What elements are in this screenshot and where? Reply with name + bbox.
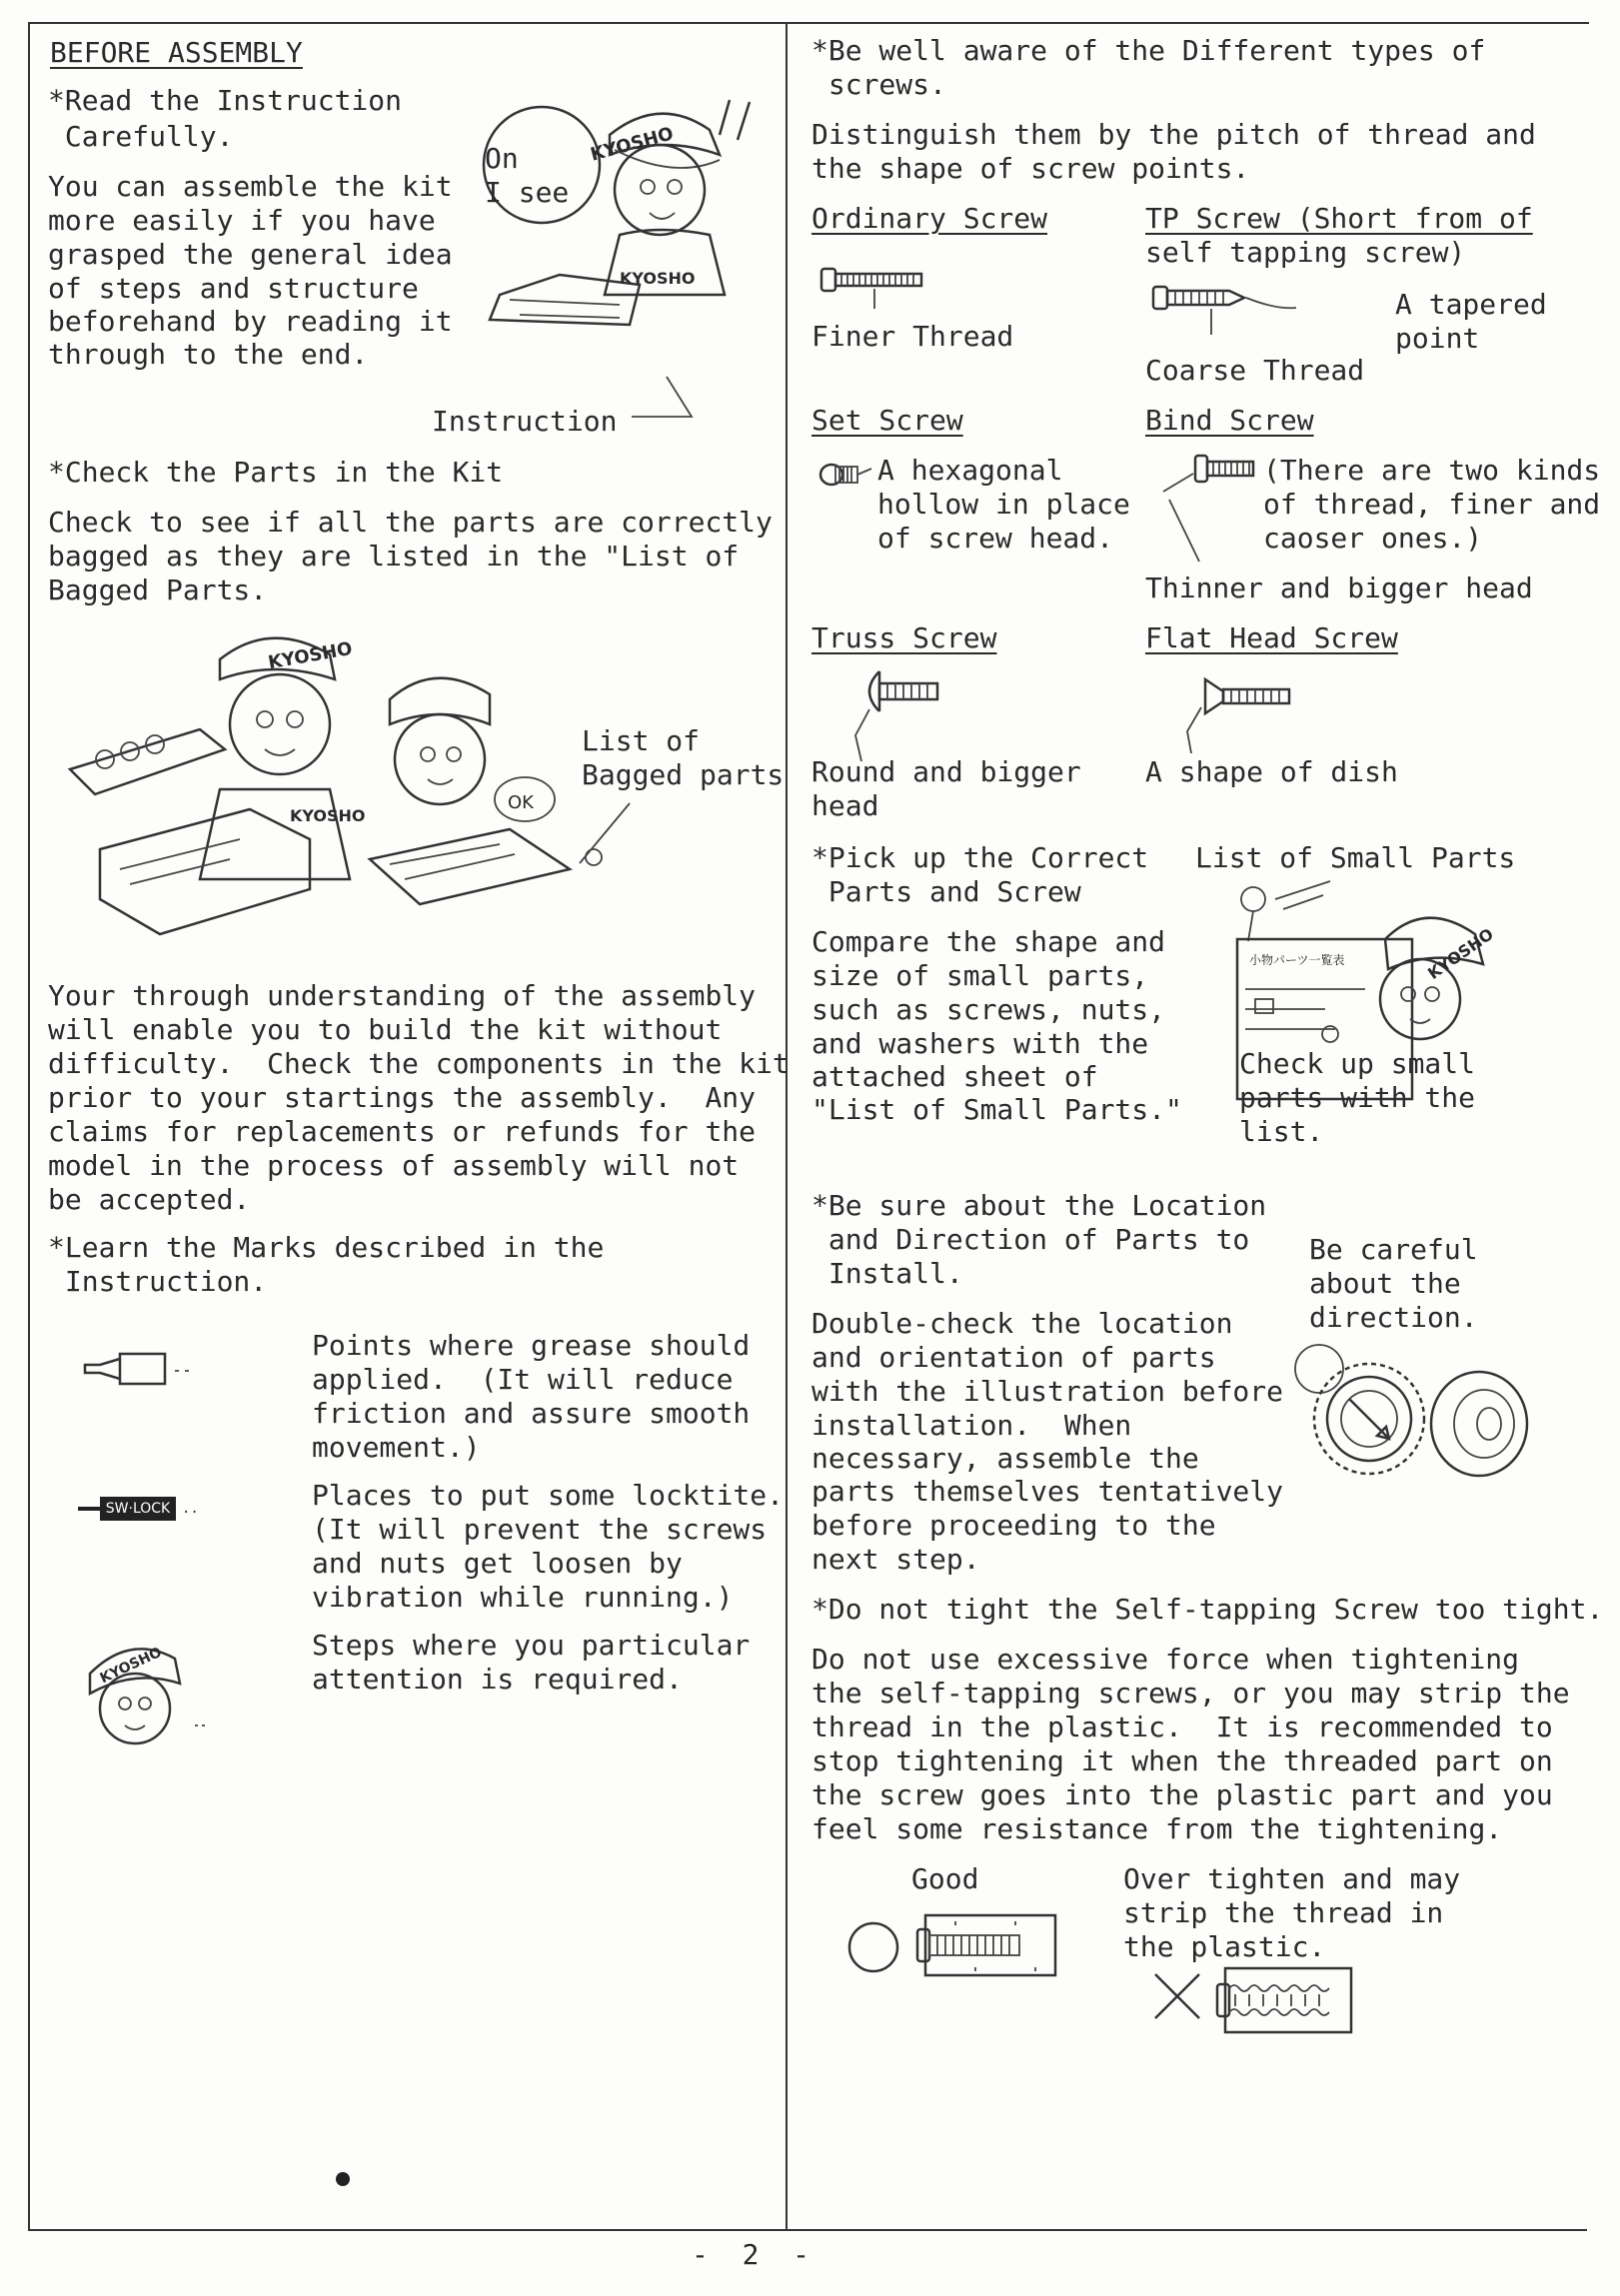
bind-screw-note: (There are two kinds [1263, 454, 1601, 487]
flat-head-screw-note: A shape of dish [1145, 755, 1398, 788]
bind-screw-note: caoser ones.) [1263, 522, 1483, 555]
lock-line: and nuts get loosen by [312, 1547, 683, 1580]
over-tighten-line: strip the thread in [1123, 1896, 1444, 1929]
pick-body-line: "List of Small Parts." [811, 1093, 1182, 1126]
read-body-line: of steps and structure [48, 272, 419, 305]
check-up-line: parts with the [1239, 1081, 1476, 1114]
read-body-line: You can assemble the kit [48, 170, 453, 203]
tight-body-line: the screw goes into the plastic part and you [811, 1778, 1553, 1811]
location-body-line: with the illustration before [811, 1375, 1284, 1408]
set-screw-label: Set Screw [811, 404, 963, 437]
screws-intro-line: the shape of screw points. [811, 152, 1250, 185]
pick-body-line: such as screws, nuts, [811, 993, 1166, 1026]
before-assembly-heading: BEFORE ASSEMBLY [50, 36, 303, 69]
lock-line: vibration while running.) [312, 1581, 734, 1614]
ordinary-screw-note: Finer Thread [811, 320, 1014, 353]
understanding-line: be accepted. [48, 1183, 251, 1216]
over-tighten-screw-example [1149, 1960, 1359, 2040]
understanding-line: difficulty. Check the components in the kit [48, 1047, 790, 1080]
location-body-line: parts themselves tentatively [811, 1475, 1284, 1508]
grease-line: movement.) [312, 1431, 481, 1464]
screws-intro-line: Distinguish them by the pitch of thread and [811, 118, 1536, 151]
tight-title: *Do not tight the Self-tapping Screw too tight. [811, 1593, 1604, 1626]
good-screw-example [845, 1903, 1065, 1983]
pick-title-1: *Pick up the Correct [811, 841, 1149, 874]
set-screw-note: A hexagonal [877, 454, 1063, 487]
pick-body-line: Compare the shape and [811, 925, 1166, 958]
bind-screw-label: Bind Screw [1145, 404, 1314, 437]
tp-screw-icon [1151, 285, 1391, 345]
attention-line: Steps where you particular [312, 1629, 751, 1662]
read-instruction-title-1: *Read the Instruction [48, 84, 403, 117]
screws-title-1: *Be well aware of the Different types of [811, 34, 1486, 67]
tp-screw-name: TP Screw (Short from of [1145, 202, 1533, 235]
gear-wheel-illustration [1289, 1339, 1539, 1479]
frame-center-divider [786, 22, 788, 2230]
location-body-line: next step. [811, 1543, 980, 1576]
check-cap-text: KYOSHO [266, 637, 355, 674]
on-i-see-bubble-line-1: On [485, 142, 519, 175]
grease-line: Points where grease should [312, 1329, 751, 1362]
pick-title-2: Parts and Screw [811, 875, 1081, 908]
instruction-pointer-line [630, 365, 710, 425]
tp-point-note-1: A tapered [1395, 288, 1547, 321]
sheet-cap-text: KYOSHO [1424, 924, 1497, 984]
tight-body-line: feel some resistance from the tightening. [811, 1812, 1503, 1845]
pick-body-line: attached sheet of [811, 1060, 1098, 1093]
marks-title-2: Instruction. [48, 1265, 268, 1298]
marks-title-1: *Learn the Marks described in the [48, 1231, 605, 1264]
good-label: Good [911, 1862, 979, 1895]
check-parts-title: *Check the Parts in the Kit [48, 456, 504, 489]
careful-line: direction. [1309, 1301, 1478, 1334]
bind-screw-head-note: Thinner and bigger head [1145, 572, 1533, 604]
frame-bottom-border [28, 2229, 1587, 2231]
location-title-3: Install. [811, 1257, 963, 1290]
set-screw-note: hollow in place [877, 488, 1130, 521]
grease-line: applied. (It will reduce [312, 1363, 734, 1396]
tight-body-line: stop tightening it when the threaded part on [811, 1744, 1553, 1777]
read-body-line: beforehand by reading it [48, 305, 453, 338]
tight-body-line: thread in the plastic. It is recommended to [811, 1711, 1553, 1743]
attention-line: attention is required. [312, 1663, 683, 1696]
location-title-2: and Direction of Parts to [811, 1223, 1250, 1256]
truss-screw-note: Round and bigger [811, 755, 1081, 788]
ordinary-screw-icon [819, 265, 929, 315]
understanding-line: claims for replacements or refunds for the [48, 1115, 757, 1148]
ink-spot [336, 2172, 350, 2186]
over-tighten-line: Over tighten and may [1123, 1862, 1461, 1895]
bagged-list-caption-1: List of [582, 724, 701, 757]
over-tighten-line: the plastic. [1123, 1930, 1326, 1963]
truss-screw-label: Truss Screw [811, 621, 997, 654]
bind-screw-note: of thread, finer and [1263, 488, 1601, 521]
pick-body-line: and washers with the [811, 1027, 1149, 1060]
tp-screw-note: Coarse Thread [1145, 354, 1365, 387]
ok-bubble-text: OK [508, 792, 534, 813]
shirt-logo-text: KYOSHO [620, 269, 696, 288]
location-body-line: and orientation of parts [811, 1341, 1216, 1374]
lock-line: (It will prevent the screws [312, 1513, 768, 1546]
screws-title-2: screws. [811, 68, 946, 101]
check-body-line: Check to see if all the parts are correctly [48, 506, 773, 539]
read-body-line: grasped the general idea [48, 238, 453, 271]
bind-screw-icon [1149, 452, 1259, 572]
read-body-line: through to the end. [48, 338, 369, 371]
cap-logo-text: KYOSHO [588, 123, 677, 166]
tight-body-line: the self-tapping screws, or you may strip the [811, 1677, 1570, 1710]
flat-head-screw-label: Flat Head Screw [1145, 621, 1398, 654]
bagged-list-caption-2: Bagged parts [582, 758, 785, 791]
location-title-1: *Be sure about the Location [811, 1189, 1267, 1222]
read-body-line: more easily if you have [48, 204, 436, 237]
attention-cap-text: KYOSHO [97, 1644, 165, 1688]
understanding-line: will enable you to build the kit without [48, 1013, 723, 1046]
location-body-line: installation. When [811, 1409, 1132, 1442]
small-parts-list-caption: List of Small Parts [1195, 841, 1516, 874]
truss-screw-icon [829, 669, 959, 769]
understanding-line: prior to your startings the assembly. Any [48, 1081, 757, 1114]
on-i-see-bubble-line-2: I see [485, 176, 570, 209]
tight-body-line: Do not use excessive force when tightening [811, 1643, 1520, 1676]
instruction-caption: Instruction [432, 405, 618, 438]
careful-line: Be careful [1309, 1233, 1478, 1266]
flat-head-screw-icon [1169, 677, 1309, 757]
read-instruction-title-2: Carefully. [48, 120, 234, 153]
location-body-line: Double-check the location [811, 1307, 1233, 1340]
truss-screw-note: head [811, 789, 879, 822]
grease-line: friction and assure smooth [312, 1397, 751, 1430]
frame-left-border [28, 22, 30, 2230]
lock-tube-icon: SW·LOCK ·· [78, 1495, 198, 1523]
page-number: - 2 - [692, 2238, 810, 2271]
sheet-title-text: 小物パーツ一覧表 [1249, 953, 1345, 967]
careful-line: about the [1309, 1267, 1461, 1300]
tp-screw-label-2: self tapping screw) [1145, 236, 1466, 269]
tp-screw-label-1 [1145, 202, 1533, 236]
understanding-line: model in the process of assembly will not [48, 1149, 740, 1182]
tp-point-note-2: point [1395, 322, 1480, 355]
check-up-line: list. [1239, 1115, 1324, 1148]
ordinary-screw-label: Ordinary Screw [811, 202, 1048, 235]
set-screw-icon [817, 460, 877, 490]
check-body-line: Bagged Parts. [48, 574, 268, 606]
bagged-list-pointer [560, 799, 640, 869]
grease-tube-icon [80, 1349, 210, 1389]
pick-body-line: size of small parts, [811, 959, 1149, 992]
set-screw-note: of screw head. [877, 522, 1114, 555]
lock-tube-label: SW·LOCK [100, 1497, 176, 1521]
understanding-line: Your through understanding of the assembly [48, 979, 757, 1012]
location-body-line: necessary, assemble the [811, 1442, 1199, 1475]
check-body-line: bagged as they are listed in the "List of [48, 540, 740, 573]
location-body-line: before proceeding to the [811, 1509, 1216, 1542]
frame-top-border [28, 22, 1589, 24]
check-shirt-text: KYOSHO [290, 806, 366, 825]
lock-line: Places to put some locktite. [312, 1479, 785, 1512]
check-up-line: Check up small [1239, 1047, 1476, 1080]
